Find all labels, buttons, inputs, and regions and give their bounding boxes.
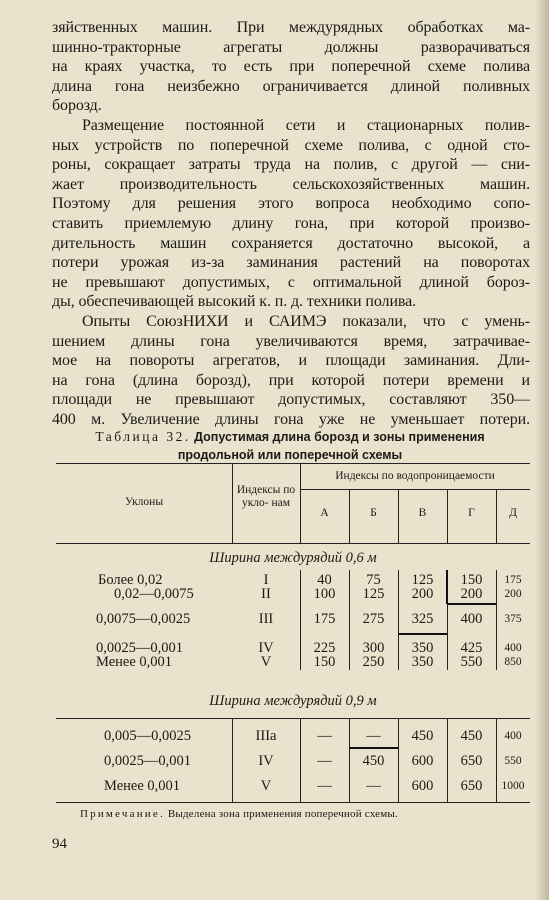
slope-cell: 0,02—0,0075 — [114, 586, 194, 602]
section-title-06: Ширина междурядий 0,6 м — [209, 550, 377, 566]
text-line: ных устройств по поперечной схеме полива, с одной сто- — [52, 136, 530, 154]
note-label: Примечание. — [80, 808, 165, 820]
value-cell: 325 — [411, 611, 434, 627]
index-cell: I — [263, 572, 269, 588]
value-cell: 1000 — [501, 780, 525, 792]
table-bottom-rule — [56, 802, 530, 803]
value-cell: 175 — [504, 574, 522, 586]
text-line: не превышают допустимых, с оптимальной длиной бороз- — [52, 273, 530, 291]
text-line: Поэтому для решения этого вопроса необходимо сопо- — [52, 195, 530, 213]
value-cell: 425 — [460, 640, 483, 656]
text-line: Опыты СоюзНИХИ и САИМЭ показали, что с умень- — [82, 312, 530, 330]
header-col-g: Г — [468, 507, 475, 519]
text-line: длина гона неизбежно ограничивается длиной поливных — [52, 77, 530, 95]
slope-cell: 0,0025—0,001 — [104, 753, 191, 769]
index-cell: IV — [258, 753, 274, 769]
header-indices-slope: Индексы по укло- нам — [236, 484, 296, 509]
table-top-rule — [56, 463, 530, 464]
value-cell: 275 — [362, 611, 385, 627]
value-cell: — — [317, 753, 332, 769]
value-cell: 650 — [460, 753, 483, 769]
page-edge-shadow — [535, 0, 549, 900]
value-cell: 350 — [411, 640, 434, 656]
zone-boundary — [447, 603, 496, 605]
slope-cell: Менее 0,001 — [96, 654, 173, 670]
value-cell: 175 — [313, 611, 336, 627]
caption-title-line2: продольной или поперечной схемы — [177, 448, 403, 462]
value-cell: — — [317, 778, 332, 794]
header-col-b: Б — [370, 507, 377, 519]
text-line: потери урожая из-за заминания растений на поворотах — [52, 254, 530, 272]
caption-prefix: Таблица 32. — [95, 429, 191, 444]
value-cell: 450 — [411, 728, 434, 744]
section-rule — [56, 718, 530, 719]
value-cell: 850 — [504, 656, 522, 668]
value-cell: 150 — [313, 654, 336, 670]
value-cell: 550 — [460, 654, 483, 670]
value-cell: 200 — [504, 588, 522, 600]
slope-cell: Более 0,02 — [98, 572, 163, 588]
value-cell: — — [366, 778, 381, 794]
value-cell: 250 — [362, 654, 385, 670]
text-line: зяйственных машин. При междурядных обработках ма- — [52, 19, 530, 36]
text-line: на краях участка, то есть при поперечной схеме полива — [52, 58, 530, 76]
header-indices-perm: Индексы по водопроницаемости — [335, 470, 495, 482]
header-col-v: В — [418, 507, 427, 519]
zone-boundary — [349, 747, 398, 749]
value-cell: 125 — [411, 572, 434, 588]
value-cell: 650 — [460, 778, 483, 794]
value-cell: 450 — [362, 753, 385, 769]
value-cell: 450 — [460, 728, 483, 744]
value-cell: 125 — [362, 586, 385, 602]
header-col-d: Д — [509, 507, 517, 519]
value-cell: — — [366, 728, 381, 744]
index-cell: IV — [258, 640, 274, 656]
value-cell: 200 — [460, 586, 483, 602]
value-cell: 150 — [460, 572, 483, 588]
table-caption — [60, 428, 520, 464]
value-cell: 225 — [313, 640, 336, 656]
text-line: дительность машин сохраняется достаточно высокой, а — [52, 234, 530, 252]
index-cell: V — [260, 778, 272, 794]
index-cell: III — [258, 611, 274, 627]
text-line: мое на повороты агрегатов, и площади заминания. Дли- — [52, 352, 530, 370]
value-cell: 375 — [504, 613, 522, 625]
text-line: шинно-тракторные агрегаты должны разворачиваться — [52, 38, 530, 56]
value-cell: 550 — [504, 755, 522, 767]
slope-cell: Менее 0,001 — [104, 778, 181, 794]
value-cell: 400 — [460, 611, 483, 627]
header-col-a: А — [320, 507, 329, 519]
text-line: площади не превышают допустимых, составляют 350— — [52, 391, 530, 409]
value-cell: 400 — [504, 730, 522, 742]
text-line: 400 м. Увеличение длины гона уже не уменьшает потери. — [52, 410, 530, 428]
text-line: роны, сокращает затраты труда на полив, с другой — сни- — [52, 156, 530, 174]
table-note — [80, 808, 398, 820]
value-cell: 350 — [411, 654, 434, 670]
caption-title-line1: Допустимая длина борозд и зоны применения — [194, 430, 485, 444]
value-cell: 300 — [362, 640, 385, 656]
header-slopes: Уклоны — [124, 496, 164, 508]
value-cell: 600 — [411, 778, 434, 794]
value-cell: 400 — [504, 642, 522, 654]
value-cell: — — [317, 728, 332, 744]
body-text — [52, 18, 530, 429]
text-line: борозд. — [52, 97, 102, 115]
text-line: жает производительность сельскохозяйственных машин. — [52, 175, 530, 193]
header-bottom-rule — [56, 543, 530, 544]
text-line: Размещение постоянной сети и стационарных полив- — [82, 116, 530, 134]
value-cell: 40 — [317, 572, 332, 588]
value-cell: 200 — [411, 586, 434, 602]
index-cell: V — [260, 654, 272, 670]
index-cell: II — [261, 586, 271, 602]
value-cell: 600 — [411, 753, 434, 769]
text-line: ставить приемлемую длину гона, при которой произво- — [52, 214, 530, 232]
text-line: ды, обеспечивающей высокий к. п. д. техники полива. — [52, 293, 417, 311]
col-divider — [232, 463, 233, 543]
index-cell: IIIa — [255, 728, 277, 744]
zone-boundary — [398, 633, 447, 635]
note-text: Выделена зона применения поперечной схемы. — [167, 808, 398, 820]
page-number: 94 — [52, 836, 67, 852]
slope-cell: 0,0025—0,001 — [96, 640, 183, 656]
value-cell: 100 — [313, 586, 336, 602]
text-line: на гона (длина борозд), при которой потери времени и — [52, 371, 530, 389]
section-title-09: Ширина междурядий 0,9 м — [209, 693, 377, 709]
slope-cell: 0,0075—0,0025 — [96, 611, 191, 627]
text-line: шением длины гона увеличиваются время, затрачивае- — [52, 332, 530, 350]
value-cell: 75 — [366, 572, 381, 588]
slope-cell: 0,005—0,0025 — [104, 728, 191, 744]
